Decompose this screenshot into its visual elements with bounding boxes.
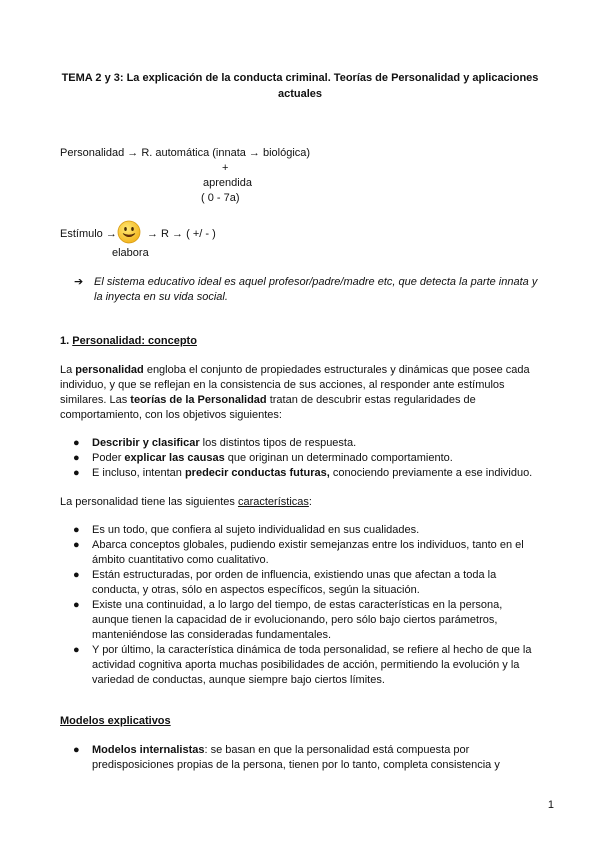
diagram-plus: + [222, 162, 229, 174]
list-item: ● Y por último, la característica dinámica de toda personalidad, se refiere al hecho de que la actividad cognitiva aporta muchas posibilidades de acción, permitiendo la evolución y la variedad de conductas, aunque siempre bajo ciertos límites. [73, 644, 532, 686]
characteristics-intro: La personalidad tiene las siguientes características: [60, 496, 312, 508]
models-list [60, 743, 540, 773]
list-item: ● Están estructuradas, por orden de influencia, existiendo unas que afectan a toda la conducta, y otras, sólo en aspectos específicos, según la situación. [73, 569, 497, 596]
note-text: El sistema educativo ideal es aquel profesor/padre/madre etc, que detecta la parte innata y la inyecta en su vida social. [94, 276, 538, 303]
section-heading-text: Personalidad: concepto [72, 335, 197, 347]
list-item: ● E incluso, intentan predecir conductas futuras, conociendo previamente a ese individuo. [73, 467, 533, 479]
list-item: ● Describir y clasificar los distintos tipos de respuesta. [73, 437, 357, 449]
intro-paragraph: La personalidad engloba el conjunto de propiedades estructurales y dinámicas que posee cada individuo, y que se reflejan en la consistencia de sus acciones, al responder ante estímulos similares. Las teorías de la Personalidad tratan de descubrir estas regularidades de comportamiento, con los objetivos siguientes: [60, 364, 530, 421]
page-number: 1 [547, 799, 554, 811]
diagram-response: → R → ( +/ - ) [147, 228, 216, 240]
list-item: ● Abarca conceptos globales, pudiendo existir semejanzas entre los individuos, tanto en el ámbito cuantitativo como cualitativo. [73, 539, 524, 566]
list-item: ● Poder explicar las causas que originan un determinado comportamiento. [73, 452, 453, 464]
document-title: TEMA 2 y 3: La explicación de la conducta criminal. Teorías de Personalidad y aplicaciones actuales [61, 72, 539, 100]
diagram-estimulo: Estímulo → [60, 228, 117, 240]
smiley-face-icon [117, 220, 141, 244]
list-item: ● Es un todo, que confiera al sujeto individualidad en sus cualidades. [73, 524, 420, 536]
list-item: ● Modelos internalistas: se basan en que la personalidad está compuesta por predisposiciones propias de la persona, tienen por lo tanto, completa consistencia y [73, 744, 500, 771]
list-item: ● Existe una continuidad, a lo largo del tiempo, de estas características en la persona, aunque tienen la capacidad de ir evolucionando, pero sólo bajo ciertos parámetros, manteniéndose las consideradas fundamentales. [73, 599, 503, 641]
section-heading: 1. Personalidad: concepto [60, 335, 197, 347]
objectives-list [60, 436, 540, 481]
arrow-icon: ➔ [74, 276, 84, 288]
diagram-age-range: ( 0 - 7a) [201, 192, 240, 204]
diagram-elabora: elabora [112, 247, 149, 259]
characteristics-list [60, 523, 540, 688]
models-heading: Modelos explicativos [60, 715, 171, 727]
diagram-line-personalidad: Personalidad → R. automática (innata → biológica) [60, 147, 311, 159]
diagram-aprendida: aprendida [203, 177, 252, 189]
